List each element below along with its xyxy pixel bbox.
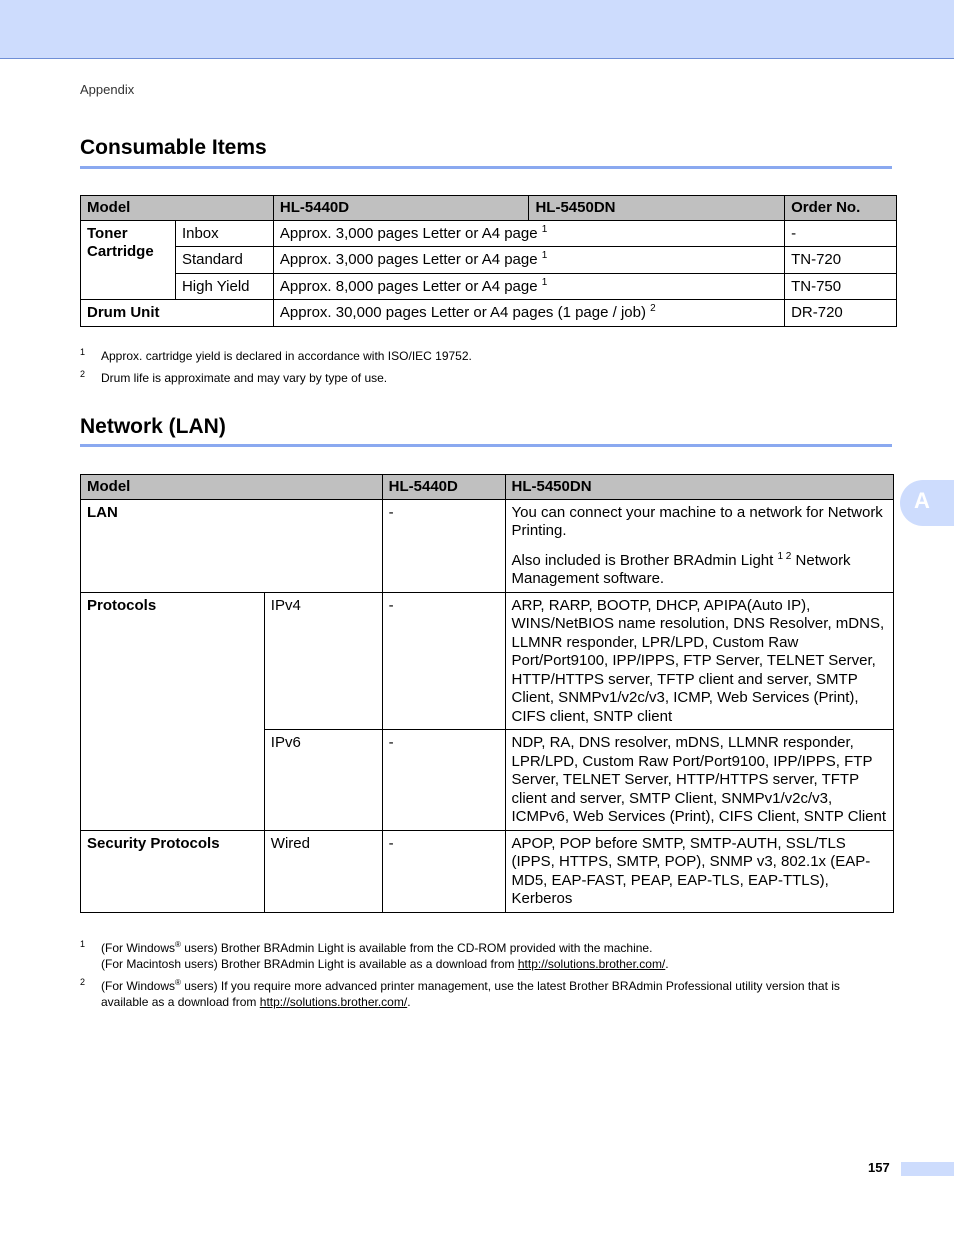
table-row <box>81 273 897 300</box>
side-tab-letter: A <box>914 488 930 513</box>
order-number: TN-720 <box>785 247 897 274</box>
footnote <box>80 370 880 386</box>
header-cell: Order No. <box>785 196 897 221</box>
lan-description <box>505 499 894 592</box>
table-row <box>81 592 894 730</box>
footnote-text: Approx. cartridge yield is declared in accordance with ISO/IEC 19752. <box>101 349 472 363</box>
footnote-text-part: . <box>407 995 411 1009</box>
toner-type: Inbox <box>175 220 273 247</box>
hl5440d-value: - <box>382 499 505 592</box>
footnote-text-part: users) Brother BRAdmin Light is available from the CD-ROM provided with the machine. <box>180 941 653 955</box>
footnote-text <box>101 940 891 972</box>
footnote-text <box>101 978 891 1010</box>
header-cell: Model <box>81 196 274 221</box>
header-band <box>0 0 954 59</box>
appendix-side-tab <box>900 480 954 526</box>
order-number: TN-750 <box>785 273 897 300</box>
table-row <box>81 247 897 274</box>
toner-type: Standard <box>175 247 273 274</box>
toner-cartridge-label: Toner Cartridge <box>81 220 176 300</box>
footnote-ref: 1 <box>541 276 548 288</box>
lan-paragraph <box>512 552 888 589</box>
table-row <box>81 499 894 592</box>
section-title-network: Network (LAN) <box>80 415 226 438</box>
table-row <box>81 300 897 327</box>
protocol-type: Wired <box>264 830 382 912</box>
footnote-number: 1 <box>80 939 86 949</box>
lan-text: Network Management software. <box>511 551 851 587</box>
yield-cell <box>273 300 784 327</box>
protocol-type: IPv4 <box>264 592 382 730</box>
footnote-ref: 2 <box>650 303 656 314</box>
yield-text: Approx. 3,000 pages Letter or A4 page <box>279 224 538 242</box>
page-number: 157 <box>868 1160 890 1175</box>
consumables-table <box>80 195 897 327</box>
registered-mark: ® <box>175 940 181 949</box>
protocol-list: ARP, RARP, BOOTP, DHCP, APIPA(Auto IP), WINS/NetBIOS name resolution, DNS Resolver, mDNS, LLMNR responder, LPR/LPD, Custom Raw Port/Port9100, IPP/IPPS, FTP Server, TELNET Server, HTTP/HTTPS server, TFTP client and server, SMTP Client, SNMPv1/v2c/v3, ICMP, Web Services (Print), CIFS client, SNTP client <box>505 592 894 730</box>
toner-type: High Yield <box>175 273 273 300</box>
hl5440d-value: - <box>382 592 505 730</box>
footnote-text-part: . <box>665 957 669 971</box>
footnote-ref: 1 <box>541 223 548 235</box>
header-cell: HL-5450DN <box>529 196 785 221</box>
footnote-number: 1 <box>80 347 86 357</box>
order-number: DR-720 <box>785 300 897 327</box>
footnote-text-part: users) If you require more advanced printer management, use the latest Brother BRAdmin Professional utility version that is <box>180 979 840 993</box>
yield-text: Approx. 30,000 pages Letter or A4 pages (1 page / job) <box>279 304 646 321</box>
header-cell: HL-5440D <box>382 475 505 500</box>
order-number: - <box>785 220 897 247</box>
protocol-list: NDP, RA, DNS resolver, mDNS, LLMNR responder, LPR/LPD, Custom Raw Port/Port9100, IPP/IPPS, FTP Server, TELNET Server, HTTP/HTTPS server, TFTP client and server, SMTP Client, SNMPv1/v2c/v3, ICMPv6, Web Services (Print), CIFS Client, SNTP Client <box>505 730 894 831</box>
table-row <box>81 830 894 912</box>
section-title-consumables: Consumable Items <box>80 136 267 159</box>
solutions-link[interactable]: http://solutions.brother.com/ <box>259 995 408 1009</box>
security-protocols-label: Security Protocols <box>81 830 265 912</box>
lan-text: Also included is Brother BRAdmin Light <box>511 551 774 569</box>
yield-text: Approx. 8,000 pages Letter or A4 page <box>279 277 538 295</box>
footnote-ref: 1 2 <box>777 550 792 562</box>
protocols-label: Protocols <box>81 592 265 830</box>
footnote-text: Drum life is approximate and may vary by type of use. <box>101 371 388 385</box>
header-cell: HL-5440D <box>273 196 529 221</box>
footnote-text-part: available as a download from <box>101 995 260 1009</box>
page-number-band <box>901 1162 954 1176</box>
footnote-text-part: (For Windows <box>101 941 176 955</box>
registered-mark: ® <box>175 978 181 987</box>
header-cell: Model <box>81 475 383 500</box>
footnote-ref: 1 <box>541 250 548 261</box>
section-divider <box>80 166 892 169</box>
footnote-text-part: (For Macintosh users) Brother BRAdmin Light is available as a download from <box>101 957 518 971</box>
drum-unit-label: Drum Unit <box>81 300 274 327</box>
lan-label: LAN <box>81 499 383 592</box>
section-divider <box>80 444 892 447</box>
hl5440d-value: - <box>382 830 505 912</box>
yield-text: Approx. 3,000 pages Letter or A4 page <box>279 251 538 268</box>
breadcrumb: Appendix <box>80 82 135 97</box>
solutions-link[interactable]: http://solutions.brother.com/ <box>517 957 666 971</box>
hl5440d-value: - <box>382 730 505 831</box>
yield-cell <box>273 247 784 274</box>
header-cell: HL-5450DN <box>505 475 894 500</box>
footnote <box>80 348 880 364</box>
footnote-number: 2 <box>80 977 86 987</box>
table-header-row <box>81 475 894 500</box>
footnote <box>80 940 880 972</box>
protocol-type: IPv6 <box>264 730 382 831</box>
table-header-row <box>81 196 897 221</box>
table-row <box>81 220 897 247</box>
footnote-number: 2 <box>80 369 86 379</box>
protocol-list: APOP, POP before SMTP, SMTP-AUTH, SSL/TLS (IPPS, HTTPS, SMTP, POP), SNMP v3, 802.1x (EAP-MD5, EAP-FAST, PEAP, EAP-TLS, EAP-TTLS), Kerberos <box>505 830 894 912</box>
yield-cell <box>273 273 784 300</box>
footnote <box>80 978 880 1010</box>
footnote-text-part: (For Windows <box>101 979 176 993</box>
yield-cell <box>273 220 784 247</box>
lan-paragraph: You can connect your machine to a network for Network Printing. <box>511 503 883 539</box>
network-table <box>80 474 894 913</box>
